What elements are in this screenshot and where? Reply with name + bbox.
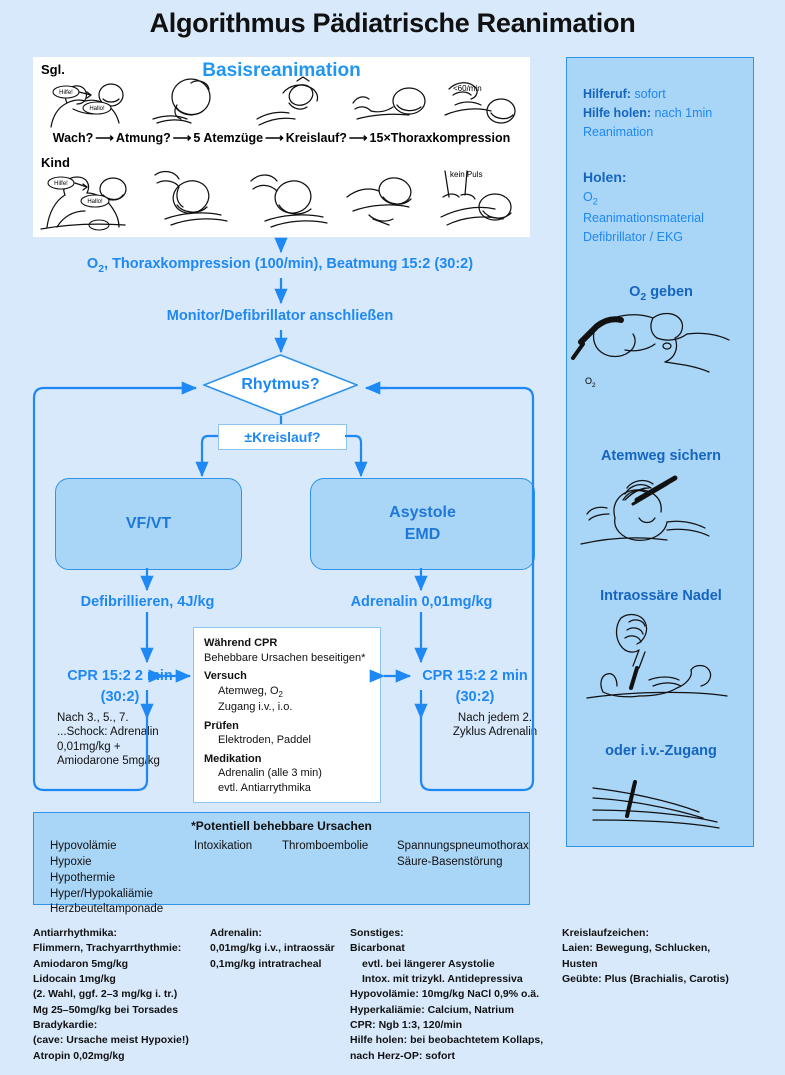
right-sidebar-panel — [566, 57, 754, 847]
cause-item: Hypoxie — [50, 855, 92, 868]
footer-line: Sonstiges: — [350, 927, 404, 939]
causes-column-2 — [194, 839, 252, 855]
cpr-label-right — [400, 666, 550, 708]
sidebar-hilferuf-label: Hilferuf: — [583, 87, 631, 101]
label-kind: Kind — [41, 155, 70, 170]
reversible-causes-heading: *Potentiell behebbare Ursachen — [191, 819, 372, 833]
o2-label-prefix: O — [86, 256, 99, 272]
cpr-note-right: Nach jedem 2. Zyklus Adrenalin — [452, 712, 538, 739]
footer-line: 0,01mg/kg i.v., intraossär — [210, 942, 335, 955]
footer-line: Flimmern, Trachyarrthythmie: — [33, 942, 182, 955]
during-cpr-section-title-2: Medikation — [204, 752, 262, 765]
footer-line: evtl. bei längerer Asystolie — [362, 957, 495, 970]
cause-item: Thromboembolie — [282, 840, 369, 852]
during-cpr-item-2-1: evtl. Antiarrythmika — [218, 781, 311, 794]
branch-box-asystole-line1: Asystole — [389, 504, 456, 522]
cause-item: Säure-Basenstörung — [397, 855, 503, 868]
causes-column-4 — [397, 839, 529, 871]
svg-text:Hilfe!: Hilfe! — [59, 90, 73, 96]
footer-line: 0,1mg/kg intratracheal — [210, 957, 322, 970]
sidebar-holen-item-2: Defibrillator / EKG — [583, 230, 684, 244]
footer-line: Adrenalin: — [210, 927, 262, 939]
step-1: Wach? — [52, 131, 94, 145]
footer-column-kreislaufzeichen — [562, 926, 782, 987]
sidebar-hilfeholen-value: nach 1min — [654, 105, 713, 120]
cause-item: Hyper/Hypokaliämie — [50, 887, 153, 900]
sidebar-panel-title-atemweg-sichern: Atemweg sichern — [600, 448, 722, 464]
label-saeugling: Sgl. — [41, 62, 65, 77]
child-illustration-row — [33, 167, 530, 233]
page-title: Algorithmus Pädiatrische Reanimation — [149, 8, 636, 38]
cpr-label-left — [45, 666, 195, 708]
footer-line: Kreislaufzeichen: — [562, 927, 649, 939]
svg-text:Hallo!: Hallo! — [87, 199, 103, 205]
during-cpr-heading: Während CPR — [204, 637, 278, 649]
cause-item: Hypothermie — [50, 871, 116, 884]
during-cpr-box — [193, 627, 381, 803]
cause-item: Herzbeuteltamponade — [50, 903, 164, 916]
footer-line: Hilfe holen: bei beobachtetem Kollaps, nach Herz-OP: sofort — [350, 1034, 544, 1062]
footer-line: (cave: Ursache meist Hypoxie!) — [33, 1034, 189, 1047]
footer-line: Atropin 0,02mg/kg — [33, 1049, 125, 1062]
cpr-note-left: Nach 3., 5., 7. ...Schock: Adrenalin 0,01mg/kg + Amiodarone 5mg/kg — [57, 712, 160, 768]
arrow-icon: ⟶ — [348, 130, 368, 145]
kreislauf-decision-box: ±Kreislauf? — [218, 424, 347, 450]
branch-box-asystole-emd — [310, 478, 535, 570]
footer-line: Lidocain 1mg/kg — [33, 972, 116, 985]
causes-column-3 — [282, 839, 368, 855]
step-2: Atmung? — [115, 131, 171, 145]
arrow-icon: ⟶ — [95, 130, 114, 145]
footer-line: Hyperkaliämie: Calcium, Natrium — [350, 1003, 514, 1016]
footer-column-adrenalin — [210, 926, 360, 972]
sidebar-panel-title-o2-geben: $O_2$ geben — [629, 284, 693, 303]
sidebar-hilfeholen-label: Hilfe holen: — [583, 105, 652, 120]
sidebar-holen-item-1: Reanimationsmaterial — [583, 211, 704, 226]
sidebar-panel-title-iv-zugang: oder i.v.-Zugang — [605, 743, 717, 759]
footer-column-sonstiges — [350, 926, 565, 1064]
footer-line: Geübte: Plus (Brachialis, Carotis) — [562, 972, 729, 985]
cpr-left-line1: CPR 15:2 2 min — [67, 668, 173, 684]
flow-step-o2-compression — [0, 256, 560, 275]
step-3: 5 Atemzüge — [193, 131, 264, 145]
footer-line: Mg 25–50mg/kg bei Torsades — [33, 1003, 179, 1016]
during-cpr-item-1-0: Elektroden, Paddel — [218, 734, 311, 747]
rhythm-decision-node — [203, 354, 358, 416]
action-label-adrenalin: Adrenalin 0,01mg/kg — [350, 594, 493, 610]
footer-column-antiarrhythmika — [33, 926, 213, 1064]
basis-steps-sequence — [33, 130, 530, 146]
o2-label-rest: , Thoraxkompression (100/min), Beatmung 15:2 (30:2) — [104, 256, 474, 272]
during-cpr-item-2-0: Adrenalin (alle 3 min) — [218, 767, 322, 780]
step-5: 15×Thoraxkompression — [369, 131, 511, 145]
basisreanimation-title: Basisreanimation — [202, 60, 361, 81]
causes-column-1 — [50, 839, 163, 918]
airway-intubation-illustration — [567, 470, 755, 565]
flow-step-monitor: Monitor/Defibrillator anschließen — [166, 308, 394, 324]
footer-line: Hypovolämie: 10mg/kg NaCl 0,9% o.ä. — [350, 988, 540, 1001]
sidebar-holen-label: Holen: — [583, 169, 627, 186]
cpr-right-line1: CPR 15:2 2 min — [422, 668, 528, 684]
during-cpr-item-0-1: Zugang i.v., i.o. — [218, 701, 293, 714]
note-under-60-per-min: <60/min — [453, 84, 482, 93]
step-4: Kreislauf? — [285, 131, 347, 145]
during-cpr-section-title-0: Versuch — [204, 670, 247, 683]
branch-box-vf-vt — [55, 478, 242, 570]
sidebar-hilferuf-value: sofort — [634, 87, 666, 101]
branch-box-vf-vt-line1: VF/VT — [125, 515, 172, 533]
during-cpr-subheading: Behebbare Ursachen beseitigen* — [204, 651, 366, 664]
footer-line: Bicarbonat — [350, 942, 405, 955]
basisreanimation-panel — [33, 57, 530, 237]
arrow-icon: ⟶ — [265, 130, 284, 145]
sidebar-hilfeholen-value2: Reanimation — [583, 124, 654, 139]
footer-line: Intox. mit trizykl. Antidepressiva — [362, 972, 523, 985]
cause-item: Intoxikation — [194, 840, 253, 852]
svg-text:Hilfe!: Hilfe! — [54, 181, 68, 187]
cpr-right-line2: (30:2) — [455, 689, 495, 706]
footer-line: Laien: Bewegung, Schlucken, — [562, 942, 711, 955]
cause-item: Hypovolämie — [50, 840, 117, 852]
sidebar-o2-source-label: $O_2$ — [585, 376, 596, 389]
branch-box-asystole-line2: EMD — [404, 526, 441, 543]
rhythm-decision-label: Rhytmus? — [241, 376, 320, 393]
action-label-defibrillieren: Defibrillieren, 4J/kg — [80, 594, 215, 610]
infant-illustration-row — [33, 75, 530, 133]
intraosseous-needle-illustration — [567, 610, 755, 715]
footer-line: Amiodaron 5mg/kg — [33, 957, 129, 970]
o2-subscript: 2 — [98, 263, 105, 275]
during-cpr-item-0-0: Atemweg, $O_2$ — [218, 684, 283, 699]
arrow-icon: ⟶ — [172, 130, 192, 145]
iv-access-illustration — [567, 768, 755, 853]
during-cpr-section-title-1: Prüfen — [204, 719, 239, 732]
footer-line: Antiarrhythmika: — [33, 927, 118, 939]
svg-text:Hallo!: Hallo! — [89, 106, 105, 112]
footer-line: (2. Wahl, ggf. 2–3 mg/kg i. tr.) — [33, 988, 178, 1001]
footer-line: CPR: Ngb 1:3, 120/min — [350, 1018, 463, 1031]
sidebar-holen-item-0: $O_2$ — [583, 190, 598, 207]
cpr-left-line2: (30:2) — [100, 689, 140, 706]
cause-item: Spannungspneumothorax — [397, 840, 529, 852]
note-kein-puls: kein Puls — [450, 170, 483, 179]
reversible-causes-box — [33, 812, 530, 916]
footer-line: Bradykardie: — [33, 1018, 98, 1031]
sidebar-panel-title-intraossaere-nadel: Intraossäre Nadel — [600, 588, 722, 604]
footer-line: Husten — [562, 957, 598, 970]
sidebar-help-text — [583, 85, 743, 247]
